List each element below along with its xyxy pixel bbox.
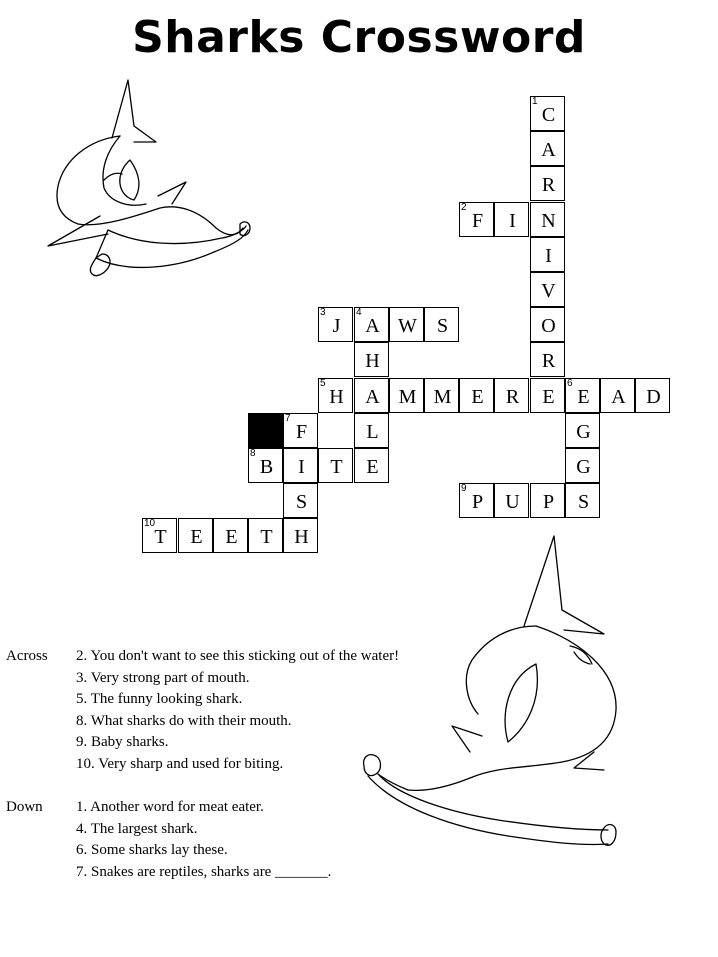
crossword-cell[interactable] (178, 518, 213, 553)
crossword-cell[interactable] (565, 413, 600, 448)
crossword-cell[interactable] (283, 413, 318, 448)
cell-letter: S (577, 491, 590, 513)
across-heading: Across (6, 648, 48, 664)
cell-letter: R (505, 386, 520, 408)
clue-number: 1 (532, 96, 538, 107)
clue-number: 2 (461, 202, 467, 213)
cell-letter: A (611, 386, 626, 408)
crossword-cell[interactable] (354, 378, 389, 413)
crossword-cell[interactable] (494, 483, 529, 518)
crossword-cell[interactable] (424, 307, 459, 342)
cell-letter: T (260, 526, 273, 548)
crossword-cell[interactable] (354, 448, 389, 483)
cell-letter: H (329, 386, 344, 408)
cell-letter: R (541, 350, 556, 372)
clue-across: 9. Baby sharks. (76, 734, 169, 751)
cell-letter: J (332, 315, 341, 337)
crossword-cell[interactable] (354, 307, 389, 342)
clue-number: 8 (250, 448, 256, 459)
cell-letter: I (545, 245, 552, 267)
cell-letter: S (295, 491, 308, 513)
crossword-cell[interactable] (283, 448, 318, 483)
crossword-cell[interactable] (530, 202, 565, 237)
clue-down: 6. Some sharks lay these. (76, 842, 228, 859)
crossword-cell[interactable] (530, 307, 565, 342)
cell-letter: N (541, 210, 556, 232)
clue-across: 10. Very sharp and used for biting. (76, 755, 284, 772)
cell-letter: M (433, 386, 452, 408)
crossword-cell[interactable] (565, 378, 600, 413)
cell-letter: M (398, 386, 417, 408)
crossword-cell[interactable] (494, 202, 529, 237)
cell-letter: E (542, 386, 555, 408)
crossword-cell[interactable] (354, 342, 389, 377)
page-title: Sharks Crossword (132, 12, 586, 63)
cell-letter: U (505, 491, 520, 513)
cell-letter: I (509, 210, 516, 232)
cell-letter: S (436, 315, 449, 337)
clue-number: 10 (144, 518, 156, 529)
cell-letter: E (225, 526, 238, 548)
clue-down: 4. The largest shark. (76, 820, 198, 837)
cell-letter: G (576, 421, 591, 443)
cell-letter: E (471, 386, 484, 408)
cell-letter: H (294, 526, 309, 548)
crossword-cell[interactable] (565, 448, 600, 483)
cell-letter: E (577, 386, 590, 408)
crossword-cell[interactable] (283, 518, 318, 553)
clue-across: 2. You don't want to see this sticking out of the water! (76, 648, 400, 664)
cell-letter: P (471, 491, 484, 513)
crossword-cell[interactable] (530, 96, 565, 131)
clue-across: 5. The funny looking shark. (76, 691, 243, 708)
crossword-cell[interactable] (530, 131, 565, 166)
crossword-cell[interactable] (354, 413, 389, 448)
crossword-cell[interactable] (142, 518, 177, 553)
cell-letter: E (366, 456, 379, 478)
crossword-cell[interactable] (635, 378, 670, 413)
crossword-cell[interactable] (283, 483, 318, 518)
crossword-cell[interactable] (530, 378, 565, 413)
clue-number: 5 (320, 378, 326, 389)
crossword-cell[interactable] (318, 448, 353, 483)
crossword-cell[interactable] (600, 378, 635, 413)
cell-letter: P (542, 491, 555, 513)
crossword-cell[interactable] (530, 166, 565, 201)
hammerhead-shark-illustration (38, 78, 253, 283)
crossword-cell[interactable] (530, 483, 565, 518)
clue-number: 4 (356, 307, 362, 318)
clue-down: 7. Snakes are reptiles, sharks are _______. (76, 863, 332, 880)
crossword-cell[interactable] (494, 378, 529, 413)
crossword-cell[interactable] (424, 378, 459, 413)
clue-down: 1. Another word for meat eater. (76, 799, 264, 815)
cell-letter: W (398, 315, 417, 337)
cell-letter: A (365, 386, 380, 408)
crossword-cell[interactable] (389, 378, 424, 413)
cell-letter: T (330, 456, 343, 478)
cell-letter: C (541, 104, 556, 126)
crossword-cell[interactable] (318, 307, 353, 342)
clue-across: 3. Very strong part of mouth. (76, 669, 250, 686)
crossword-cell[interactable] (459, 202, 494, 237)
crossword-cell[interactable] (459, 483, 494, 518)
cell-letter: B (259, 456, 274, 478)
crossword-cell[interactable] (318, 378, 353, 413)
cell-letter: E (190, 526, 203, 548)
cell-letter: O (541, 315, 556, 337)
cell-letter: V (541, 280, 556, 302)
clue-number: 9 (461, 483, 467, 494)
cell-letter: G (576, 456, 591, 478)
crossword-cell[interactable] (213, 518, 248, 553)
cell-letter: H (365, 350, 380, 372)
crossword-cell[interactable] (565, 483, 600, 518)
cell-letter: D (646, 386, 661, 408)
clue-number: 6 (567, 378, 573, 389)
crossword-cell[interactable] (248, 448, 283, 483)
crossword-cell[interactable] (248, 518, 283, 553)
crossword-cell[interactable] (530, 342, 565, 377)
cell-letter: F (295, 421, 308, 443)
cell-letter: A (365, 315, 380, 337)
crossword-cell[interactable] (459, 378, 494, 413)
down-heading: Down (6, 799, 43, 815)
cell-letter: R (541, 174, 556, 196)
cell-letter: I (298, 456, 305, 478)
cell-letter: A (541, 139, 556, 161)
crossword-cell[interactable] (389, 307, 424, 342)
cell-letter: F (471, 210, 484, 232)
clue-across: 8. What sharks do with their mouth. (76, 712, 292, 729)
cell-letter: L (366, 421, 379, 443)
clue-number: 3 (320, 307, 326, 318)
crossword-cell[interactable] (530, 272, 565, 307)
cell-letter: T (154, 526, 167, 548)
crossword-black-cell (248, 413, 283, 448)
crossword-cell[interactable] (530, 237, 565, 272)
clue-number: 7 (285, 413, 291, 424)
